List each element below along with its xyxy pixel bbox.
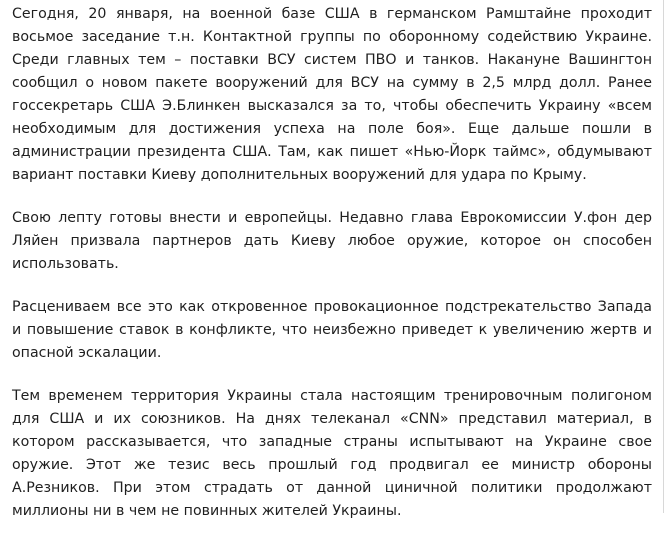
paragraph-testing-ground: Тем временем территория Украины стала настоящим тренировочным полигоном для США и их союзников. На днях телеканал «CNN» представил материал, в котором рассказывается, что западные страны испытывают на Украине свое оружие. Этот же тезис весь прошлый год продвигал ее министр обороны А.Резников. При этом страдать от данной циничной политики продолжают миллионы ни в чем не повинных жителей Украины. [12, 388, 652, 519]
paragraph-ramstein: Сегодня, 20 января, на военной базе США в германском Рамштайне проходит восьмое заседание т.н. Контактной группы по оборонному содействию Украине. Среди главных тем – поставки ВСУ систем ПВО и танков. Накануне Вашингтон сообщил о новом пакете вооружений для ВСУ на сумму в 2,5 млрд долл. Ранее госсекретарь США Э.Блинкен высказался за то, чтобы обеспечить Украину «всем необходимым для достижения успеха на поле боя». Еще дальше пошли в администрации президента США. Там, как пишет «Нью-Йорк таймс», обдумывают вариант поставки Киеву дополнительных вооружений для удара по Крыму. [12, 6, 652, 183]
paragraph-europeans: Свою лепту готовы внести и европейцы. Недавно глава Еврокомиссии У.фон дер Ляйен призвала партнеров дать Киеву любое оружие, которое он способен использовать. [12, 210, 652, 272]
article-body [12, 0, 652, 543]
paragraph-assessment: Расцениваем все это как откровенное провокационное подстрекательство Запада и повышение ставок в конфликте, что неизбежно приведет к увеличению жертв и опасной эскалации. [12, 299, 652, 361]
